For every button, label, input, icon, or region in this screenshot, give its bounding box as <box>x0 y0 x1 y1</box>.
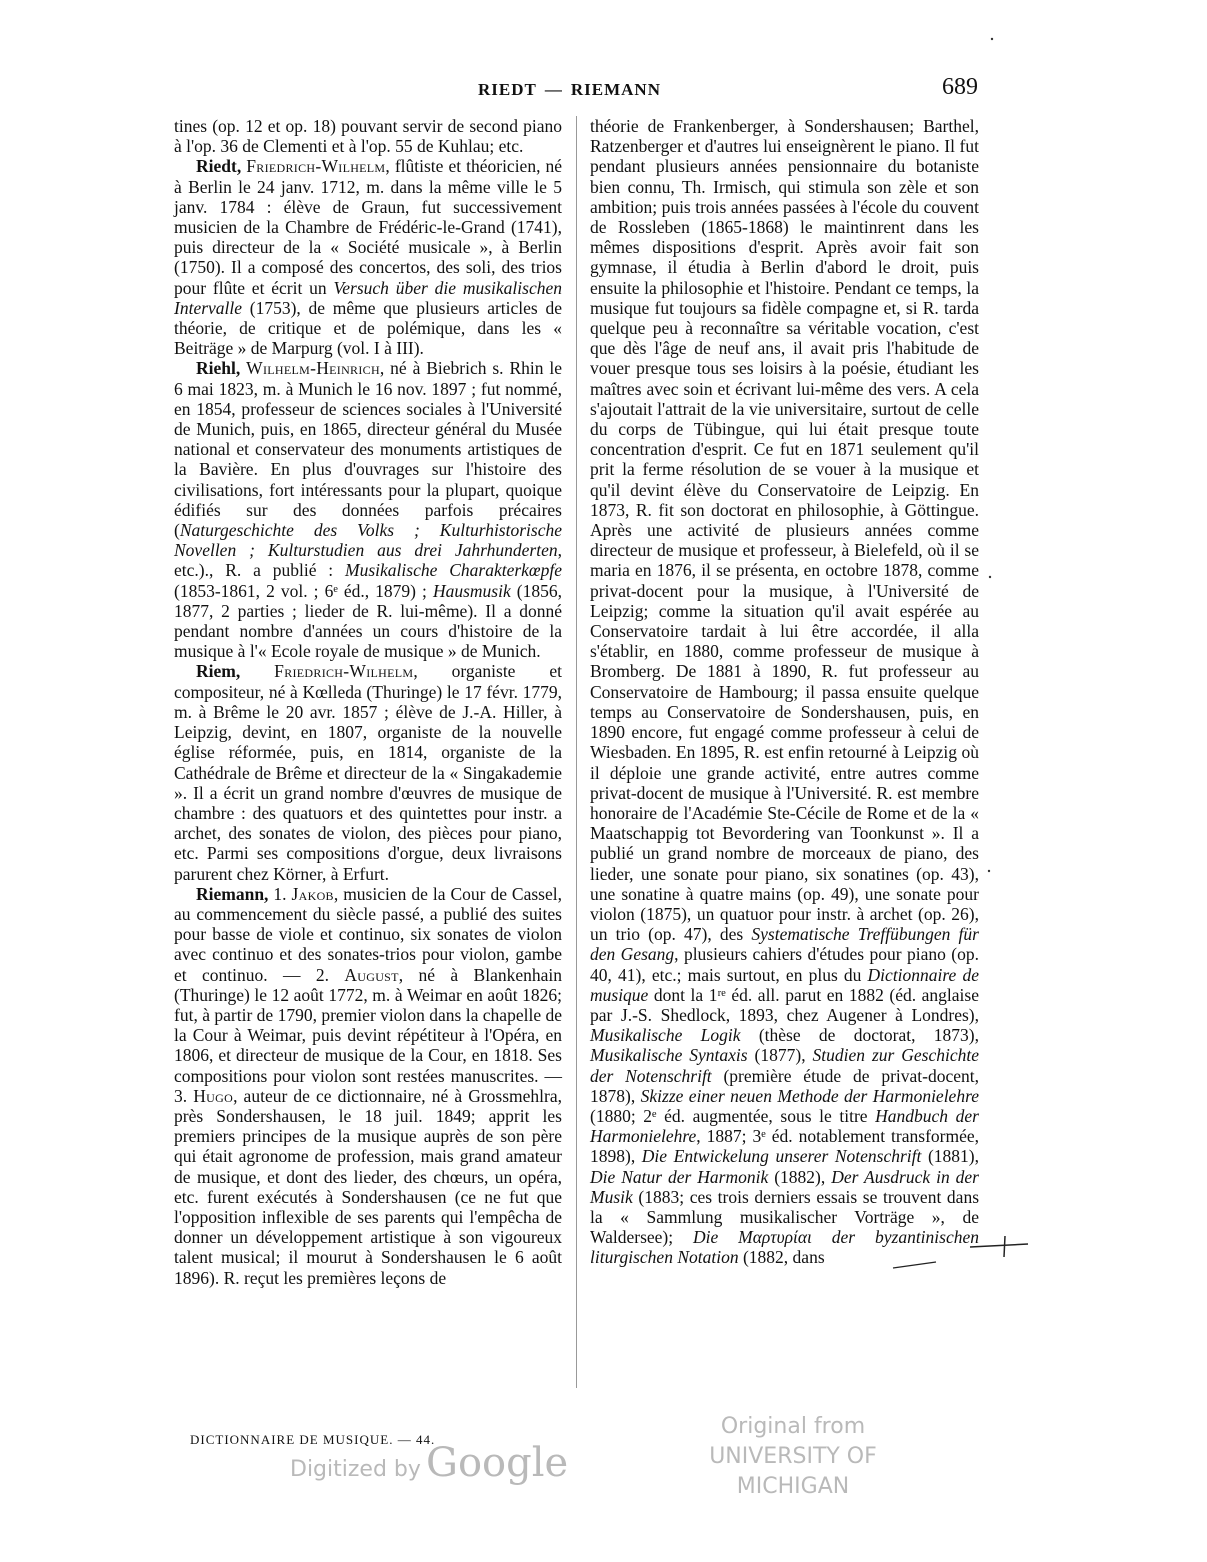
running-head-left: RIEDT <box>478 80 537 99</box>
entry-text: (1877), <box>747 1045 813 1066</box>
digitized-by-text: Digitized by <box>290 1457 421 1482</box>
entry-text: (1880; 2ᵉ éd. augmentée, sous le titre <box>590 1105 876 1126</box>
speck-mark <box>988 870 990 872</box>
work-title: Die Entwickelung unserer Notenschrift <box>641 1146 922 1167</box>
pencil-cross-mark <box>1004 1236 1005 1257</box>
given-names: Friedrich-Wilhelm <box>274 661 414 682</box>
entry-text: (thèse de doctorat, 1873), <box>740 1025 979 1046</box>
work-title: Studien zur Geschichte der Notenschrift <box>590 1045 980 1086</box>
entry-text: , auteur de ce dictionnaire, né à Grossmehlra, près Sondershausen, le 18 juil. 1849; apprit les premiers principes de la musique auprès de son père qui était agronome de profession, mais grand amateur de musique, et dont des lieder, des chœurs, un opéra, etc. furent exécutés à Sondershausen (ce ne fut que l'opposition inflexible de ses parents qui l'empêcha de donner un développement artistique à son vigoureux talent musical; il mourut à Sondershausen le 6 août 1896). R. reçut les premières leçons de <box>174 1085 563 1288</box>
work-title: Musikalische Logik <box>590 1025 741 1046</box>
pencil-strike-mark <box>893 1262 936 1268</box>
entry-text: , etc.)., R. a publié : <box>174 540 562 581</box>
original-from-text: Original from <box>720 1414 866 1439</box>
entry-text: , musicien de la Cour de Cassel, au commencement du siècle passé, a publié des suites pour basse de viole et continuo, six sonates de violon avec continuo et des sonates-trios pour violon, gambe et continuo. — 2. <box>174 883 562 985</box>
signature-line: DICTIONNAIRE DE MUSIQUE. — 44. <box>190 1432 436 1447</box>
headword: Riehl, <box>196 358 241 379</box>
work-title: Musikalische Charakterkœpfe <box>345 560 562 581</box>
running-head-dash: — <box>544 80 563 99</box>
entry-text: (1882, dans <box>738 1247 825 1268</box>
google-watermark <box>290 1440 568 1486</box>
entry-text: (première étude de privat-docent, 1878), <box>590 1065 980 1106</box>
university-text: UNIVERSITY OF MICHIGAN <box>709 1444 877 1499</box>
entry-text: , né à Blankenhain (Thuringe) le 12 août 1772, m. à Weimar en août 1826; fut, à partir de 1790, premier violon dans la chapelle de la Cour à Weimar, puis devint répétiteur à l'Opéra, en 1806, et directeur de musique de la Cour, en 1818. Ses compositions pour violon sont restées manuscrites. — 3. <box>174 964 563 1106</box>
work-title: Die Natur der Harmonik <box>590 1166 769 1187</box>
running-head-right: RIEMANN <box>570 80 661 99</box>
pencil-line-mark <box>970 1244 1028 1247</box>
entry-text: (1882), <box>768 1166 832 1187</box>
work-title: Systematische Treffübungen für den Gesang <box>590 924 979 965</box>
work-title: Der Ausdruck in der Musik <box>590 1166 979 1207</box>
entry-text: dont la 1ʳᵉ éd. all. parut en 1882 (éd. anglaise par J.-S. Shedlock, 1893, chez Augener à Londres), <box>590 984 979 1025</box>
library-watermark <box>668 1412 918 1502</box>
given-names: Friedrich-Wilhelm <box>246 156 386 177</box>
given-name: Hugo <box>193 1085 234 1106</box>
work-title: Dictionnaire de musique <box>590 964 979 1005</box>
work-title: Skizze einer neuen Methode der Harmonielehre <box>640 1085 980 1106</box>
continued-paragraph: tines (op. 12 et op. 18) pouvant servir de second piano à l'op. 36 de Clementi et à l'op. 55 de Kuhlau; etc. <box>174 116 562 157</box>
entry-text: , plusieurs cahiers d'études pour piano (op. 40, 41), etc.; mais surtout, en plus du <box>590 944 980 985</box>
entry-text: théorie de Frankenberger, à Sondershausen; Barthel, Ratzenberger et d'autres lui enseignèrent le piano. Il fut pendant plusieurs années pensionnaire du botaniste bien connu, Th. Irmisch, qui stimula son zèle et son ambition; puis trois années passées à l'école du couvent de Rossleben (1865-1868) le maintinrent dans les mêmes dispositions d'esprit. Après avoir fait son gymnase, il étudia à Berlin d'abord le droit, puis ensuite la philosophie et l'histoire. Pendant ce temps, la musique fut toujours sa fidèle compagne et, si R. tarda quelque peu à reconnaître sa véritable vocation, c'est que dès l'âge de neuf ans, il avait pris l'habitude de vouer presque tous ses loisirs à la poésie, étudiant les maîtres avec soin et écrivant lui-même des vers. A cela s'ajoutait l'attrait de la vie universitaire, surtout de celle du corps de Tübingue, qui lui était presque toute concentration d'esprit. Ce fut en 1871 seulement qu'il prit la ferme résolution de se vouer à la musique et qu'il devint élève du Conservatoire de Leipzig. En 1873, R. fit son doctorat en philosophie, à Göttingue. Après une activité de plusieurs années comme directeur de musique et professeur, à Bielefeld, où il se maria en 1876, il se présenta, en octobre 1878, comme privat-docent pour la musique, à l'Université de Leipzig; comme la situation qu'il avait espérée au Conservatoire tardait à lui être accordée, il alla s'établir, en 1880, comme professeur de musique à Bromberg. De 1881 à 1890, R. fut professeur au Conservatoire de Hambourg; il passa ensuite quelque temps au Conservatoire de Sondershausen, puis, en 1890 encore, fut engagé comme professeur à celui de Wiesbaden. En 1895, R. est enfin retourné à Leipzig où il déploie une grande activité, entre autres comme privat-docent de musique à l'Université. R. est membre honoraire de l'Académie Ste-Cécile de Rome et de la « Maatschappig tot Bevordering van Toonkunst ». Il a publié un grand nombre de morceaux de piano, des lieder, une sonate pour piano, six sonatines (op. 43), une sonatine à quatre mains (op. 49), une sonate pour violon (1875), un quatuor pour instr. à archet (op. 26), un trio (op. 47), des <box>590 116 979 945</box>
given-names: Wilhelm-Heinrich <box>246 358 380 379</box>
google-logo-text: Google <box>426 1440 569 1486</box>
given-name: August <box>344 964 399 985</box>
work-title: Hausmusik <box>432 580 511 601</box>
page-number: 689 <box>942 74 978 100</box>
entry-text: (1853-1861, 2 vol. ; 6ᵉ éd., 1879) ; <box>174 580 433 601</box>
entry-text: , 1887; 3ᵉ éd. notablement transformée, 1898), <box>590 1126 979 1167</box>
entry-text: (1881), <box>921 1146 979 1167</box>
entry-text: , flûtiste et théoricien, né à Berlin le 24 janv. 1712, m. dans la même ville le 5 janv. 1784 : élève de Graun, fut successivement musicien de la Chambre de Frédéric-le-Grand (1741), puis directeur de la « Société musicale », à Berlin (1750). Il a composé des concertos, des soli, des trios pour flûte et écrit un <box>174 156 562 298</box>
work-title: Musikalische Syntaxis <box>590 1045 748 1066</box>
work-title: Die Μαρτυρίαι der byzantinischen liturgischen Notation <box>590 1227 979 1268</box>
entry-text: 1. <box>268 883 292 904</box>
headword: Riem, <box>196 661 241 682</box>
given-name: Jakob <box>291 883 334 904</box>
headword: Riedt, <box>196 156 242 177</box>
entry-text: , né à Biebrich s. Rhin le 6 mai 1823, m. à Munich le 16 nov. 1897 ; fut nommé, en 1854, professeur de sciences sociales à l'Université de Munich, puis, en 1865, directeur général du Musée national et conservateur des monuments artistiques de la Bavière. En plus d'ouvrages sur l'histoire des civilisations, fort intéressants pour la plupart, quoique édifiés sur des données parfois précaires ( <box>174 358 562 541</box>
entry-text: (1883; ces trois derniers essais se trouvent dans la « Sammlung musikalischer Vorträge », de Waldersee); <box>590 1186 979 1248</box>
entry-text: (1856, 1877, 2 parties ; lieder de R. lui-même). Il a donné pendant nombre d'années un cours d'histoire de la musique à l'« Ecole royale de musique » de Munich. <box>174 580 563 662</box>
speck-mark <box>989 576 991 578</box>
entry-text: , organiste et compositeur, né à Kœlleda (Thuringe) le 17 févr. 1779, m. à Brême le 20 avr. 1857 ; élève de J.-A. Hiller, à Leipzig, devint, en 1807, organiste de la nouvelle église réformée, puis, en 1814, organiste de la Cathédrale de Brême et directeur de la « Singakademie ». Il a écrit un grand nombre d'œuvres de musique de chambre : des quatuors et des quintettes pour instr. a archet, des sonates de violon, des pièces pour piano, etc. Parmi ses compositions d'orgue, deux livraisons parurent chez Körner, à Erfurt. <box>174 661 562 884</box>
work-title: Naturgeschichte des Volks ; Kulturhistorische Novellen ; Kulturstudien aus drei Jahrhunderten <box>174 520 562 561</box>
entry-text: (1753), de même que plusieurs articles de théorie, de critique et de polémique, dans les « Beiträge » de Marpurg (vol. I à III). <box>174 297 562 359</box>
work-title: Handbuch der Harmonielehre <box>590 1105 979 1147</box>
speck-mark <box>991 38 993 40</box>
work-title: Versuch über die musikalischen Intervalle <box>174 277 562 318</box>
headword: Riemann, <box>196 883 269 904</box>
